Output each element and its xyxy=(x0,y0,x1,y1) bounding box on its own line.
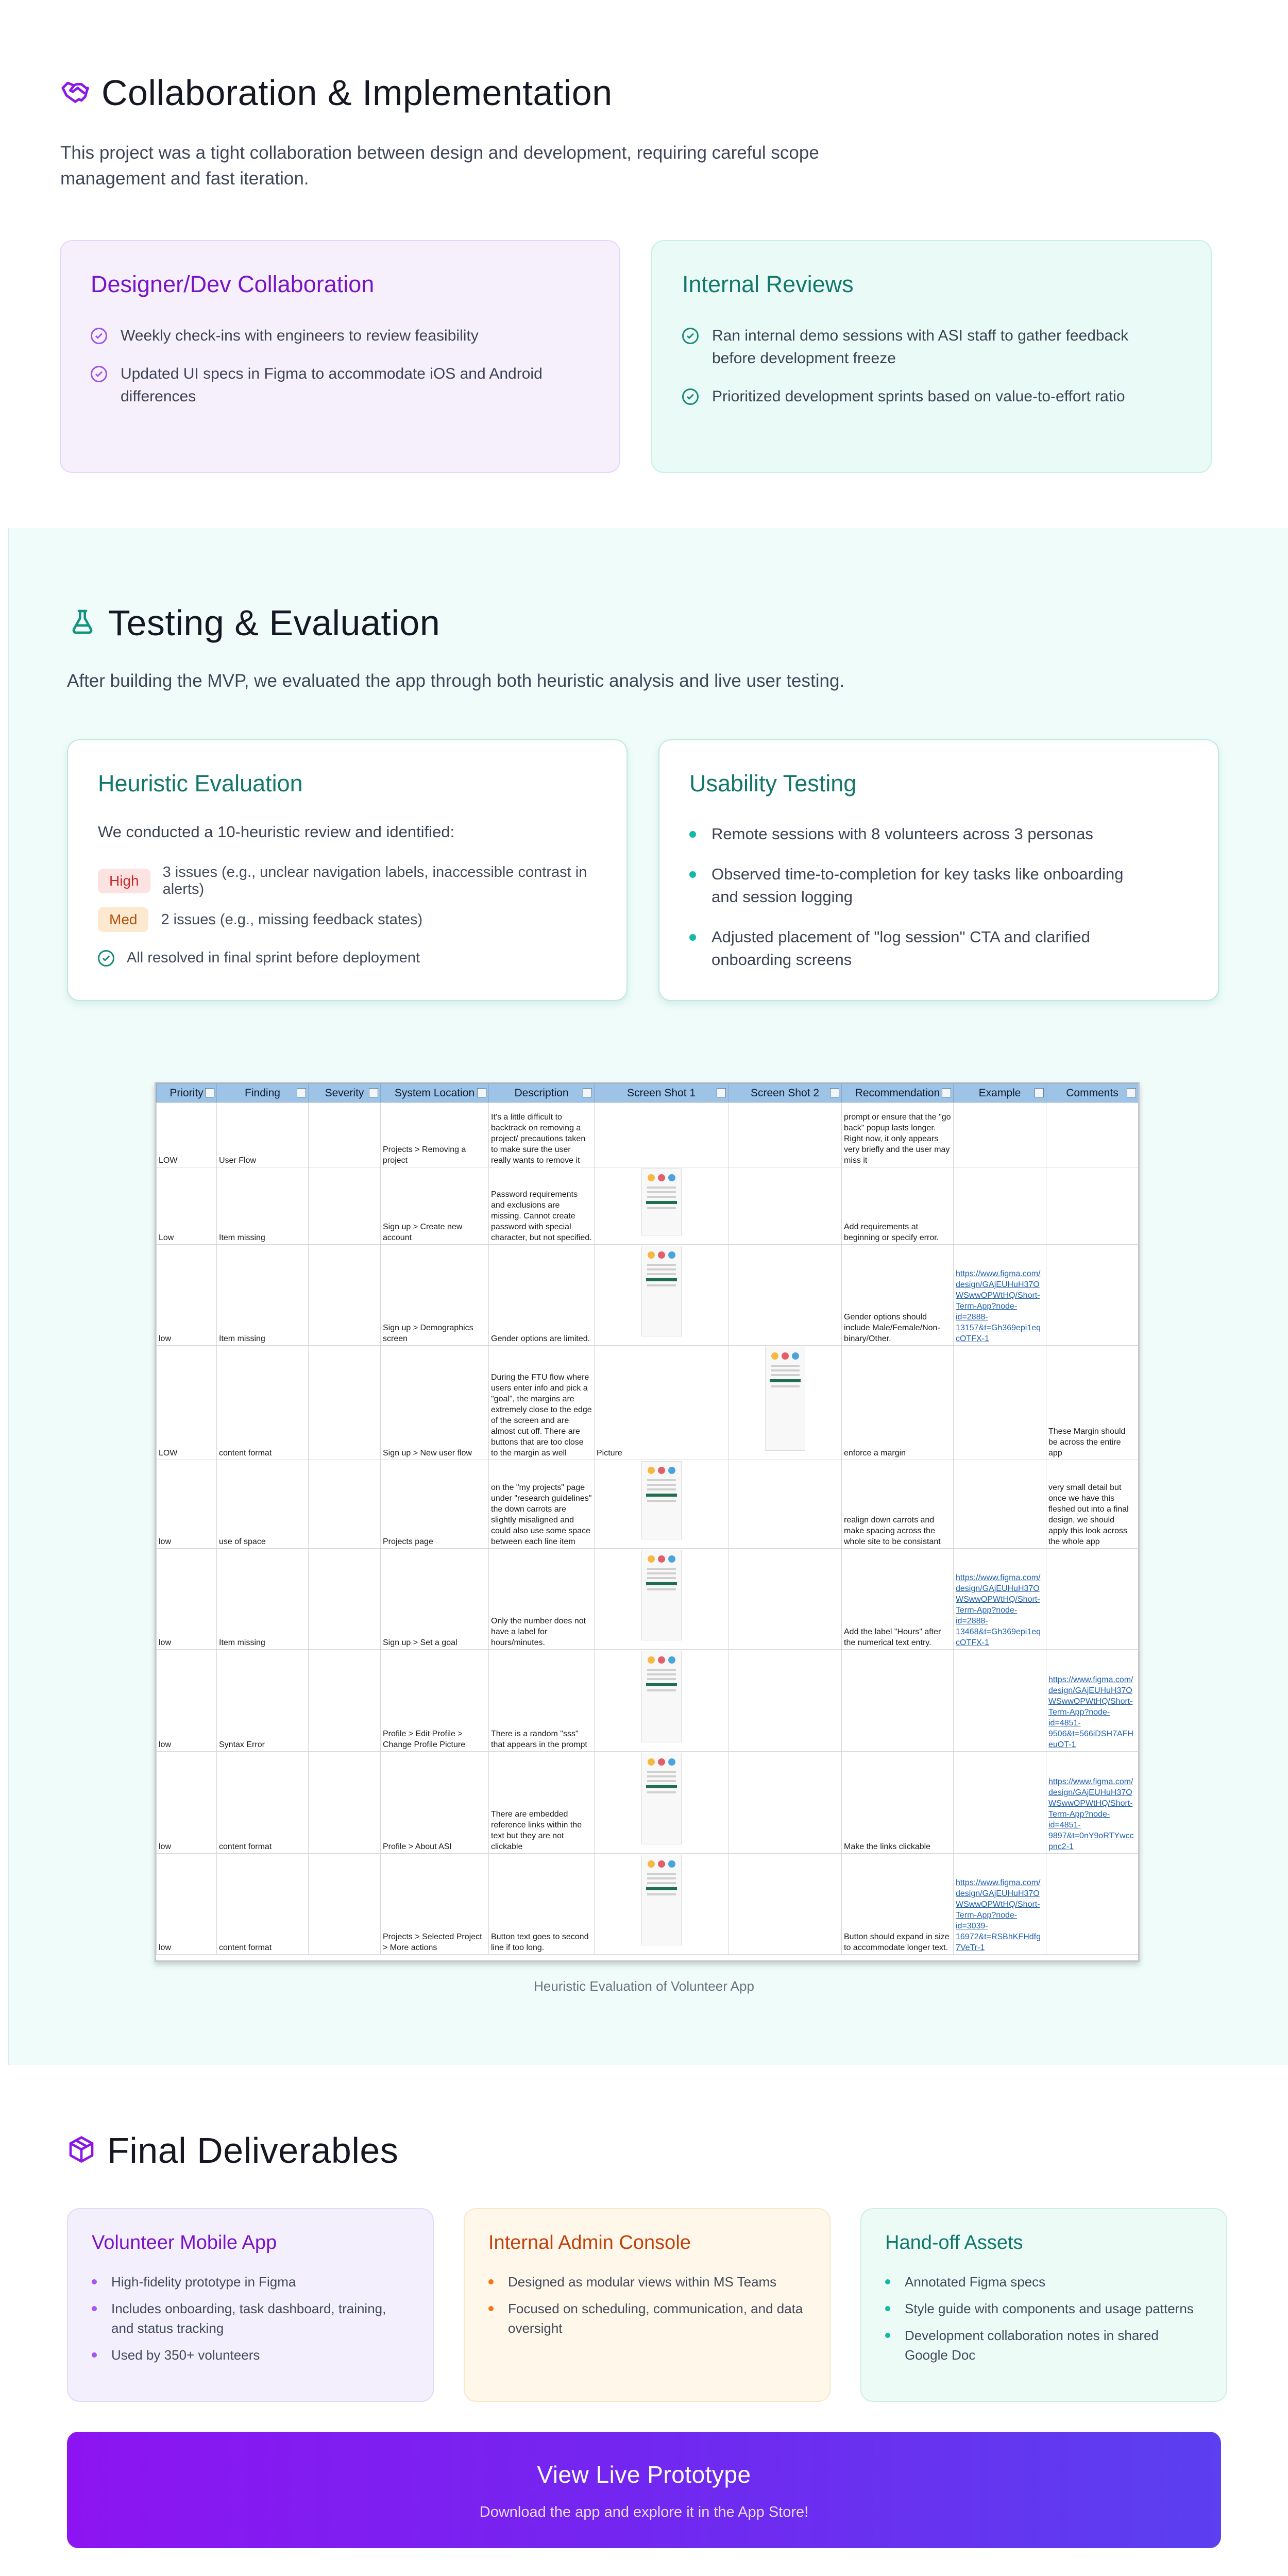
bullet-icon xyxy=(885,2279,890,2284)
table-cell: Profile > Edit Profile > Change Profile Picture xyxy=(381,1650,489,1752)
cta-subtitle: Download the app and explore it in the App Store! xyxy=(479,2504,809,2520)
table-cell xyxy=(595,1103,728,1167)
table-cell: Item missing xyxy=(217,1167,309,1245)
table-cell: It's a little difficult to backtrack on removing a project/ precautions taken to make sure the user really wants to remove it xyxy=(489,1103,595,1167)
table-cell[interactable]: https://www.figma.com/design/GAjEUHuH37OWSwwOPWtHQ/Short-Term-App?node-id=4851-9506&t=566iDSH7AFHeuOT-1 xyxy=(1046,1650,1139,1752)
check-circle-icon xyxy=(682,388,699,405)
table-cell: content format xyxy=(217,1752,309,1854)
table-cell: content format xyxy=(217,1854,309,1955)
table-cell xyxy=(309,1346,381,1460)
bullet-icon xyxy=(885,2333,890,2338)
admin-console-list xyxy=(488,2272,808,2345)
resolved-note: All resolved in final sprint before deployment xyxy=(98,950,420,967)
table-cell: low xyxy=(157,1752,217,1854)
screenshot-thumbnail xyxy=(641,1651,682,1742)
table-cell: realign down carrots and make spacing across the whole site to be consistant xyxy=(842,1460,954,1549)
table-row xyxy=(157,1103,1139,1167)
table-cell: low xyxy=(157,1245,217,1346)
table-cell xyxy=(728,1650,842,1752)
usability-list xyxy=(689,823,1143,989)
filter-button[interactable] xyxy=(1035,1088,1044,1097)
table-cell xyxy=(309,1752,381,1854)
table-cell: Low xyxy=(157,1167,217,1245)
check-circle-icon xyxy=(682,328,699,344)
table-cell xyxy=(954,1460,1046,1549)
list-item: Annotated Figma specs xyxy=(885,2272,1205,2292)
view-prototype-button[interactable] xyxy=(67,2432,1221,2548)
list-item: Includes onboarding, task dashboard, training, and status tracking xyxy=(92,2299,401,2338)
table-cell xyxy=(954,1167,1046,1245)
bullet-icon xyxy=(689,871,696,878)
table-row xyxy=(157,1752,1139,1854)
table-cell xyxy=(595,1549,728,1650)
testing-title: Testing & Evaluation xyxy=(108,603,440,643)
collaboration-title: Collaboration & Implementation xyxy=(101,73,613,113)
table-cell xyxy=(954,1752,1046,1854)
spreadsheet-caption: Heuristic Evaluation of Volunteer App xyxy=(534,1978,754,1994)
filter-button[interactable] xyxy=(583,1088,592,1097)
table-cell: prompt or ensure that the "go back" popup lasts longer. Right now, it only appears very briefly and the user may miss it xyxy=(842,1103,954,1167)
check-circle-icon xyxy=(91,328,107,344)
table-cell: low xyxy=(157,1650,217,1752)
table-cell: low xyxy=(157,1854,217,1955)
table-cell: enforce a margin xyxy=(842,1346,954,1460)
list-item: Used by 350+ volunteers xyxy=(92,2345,401,2365)
column-header[interactable]: Screen Shot 1 xyxy=(595,1084,728,1103)
table-cell: Sign up > Set a goal xyxy=(381,1549,489,1650)
deliverables-header xyxy=(67,2130,398,2171)
table-cell xyxy=(309,1103,381,1167)
list-item: Observed time-to-completion for key tasks like onboarding and session logging xyxy=(689,863,1143,908)
volunteer-app-list xyxy=(92,2272,401,2372)
bullet-icon xyxy=(488,2306,494,2311)
usability-title: Usability Testing xyxy=(689,770,857,796)
table-row xyxy=(157,1854,1139,1955)
table-cell xyxy=(309,1854,381,1955)
bullet-icon xyxy=(92,2306,97,2311)
table-cell xyxy=(728,1752,842,1854)
table-row xyxy=(157,1245,1139,1346)
table-cell xyxy=(309,1650,381,1752)
table-cell xyxy=(309,1549,381,1650)
table-cell: Button text goes to second line if too long. xyxy=(489,1854,595,1955)
handoff-assets-list xyxy=(885,2272,1205,2372)
table-cell: low xyxy=(157,1549,217,1650)
filter-button[interactable] xyxy=(369,1088,378,1097)
bullet-icon xyxy=(689,934,696,941)
high-badge: High xyxy=(98,869,150,893)
table-cell: on the "my projects" page under "research guidelines" the down carrots are slightly misaligned and could also use some space between each line item xyxy=(489,1460,595,1549)
collaboration-lead: This project was a tight collaboration between design and development, requiring careful scope management and fast iteration. xyxy=(60,143,819,189)
list-item: Development collaboration notes in shared Google Doc xyxy=(885,2326,1205,2365)
handshake-icon xyxy=(60,77,90,109)
column-header[interactable]: Screen Shot 2 xyxy=(728,1084,842,1103)
screenshot-thumbnail xyxy=(641,1855,682,1945)
list-item: Weekly check-ins with engineers to review feasibility xyxy=(91,325,544,347)
table-cell: LOW xyxy=(157,1346,217,1460)
table-cell: Password requirements and exclusions are missing. Cannot create password with special character, but not specified. xyxy=(489,1167,595,1245)
filter-button[interactable] xyxy=(477,1088,486,1097)
admin-console-title: Internal Admin Console xyxy=(488,2232,691,2253)
cube-icon xyxy=(67,2134,96,2167)
column-header[interactable]: Priority xyxy=(157,1084,217,1103)
table-cell[interactable]: https://www.figma.com/design/GAjEUHuH37OWSwwOPWtHQ/Short-Term-App?node-id=2888-13468&t=Gh369epi1eqcOTFX-1 xyxy=(954,1549,1046,1650)
filter-button[interactable] xyxy=(1127,1088,1136,1097)
screenshot-thumbnail xyxy=(641,1461,682,1539)
bullet-icon xyxy=(885,2306,890,2311)
screenshot-thumbnail xyxy=(641,1753,682,1844)
list-item: Updated UI specs in Figma to accommodate iOS and Android differences xyxy=(91,363,544,408)
internal-reviews-list xyxy=(682,325,1146,423)
bullet-icon xyxy=(92,2279,97,2284)
internal-reviews-card xyxy=(651,240,1212,473)
list-item: Focused on scheduling, communication, and data oversight xyxy=(488,2299,808,2338)
table-cell xyxy=(728,1103,842,1167)
table-cell: Button should expand in size to accommodate longer text. xyxy=(842,1854,954,1955)
med-badge: Med xyxy=(98,907,148,932)
table-cell xyxy=(954,1346,1046,1460)
table-cell xyxy=(595,1854,728,1955)
table-body xyxy=(157,1103,1139,1955)
table-header-row xyxy=(157,1084,1139,1103)
collaboration-section xyxy=(0,0,1288,528)
table-cell xyxy=(728,1167,842,1245)
heuristic-table xyxy=(156,1083,1139,1955)
table-cell xyxy=(728,1854,842,1955)
table-cell: Add requirements at beginning or specify error. xyxy=(842,1167,954,1245)
table-cell: Syntax Error xyxy=(217,1650,309,1752)
list-item: Prioritized development sprints based on value-to-effort ratio xyxy=(682,385,1146,408)
table-cell: Profile > About ASI xyxy=(381,1752,489,1854)
list-item: Adjusted placement of "log session" CTA and clarified onboarding screens xyxy=(689,926,1143,971)
table-cell: There is a random "sss" that appears in the prompt xyxy=(489,1650,595,1752)
table-cell xyxy=(309,1167,381,1245)
table-cell: Gender options should include Male/Female/Non-binary/Other. xyxy=(842,1245,954,1346)
screenshot-thumbnail xyxy=(641,1168,682,1235)
table-cell xyxy=(1046,1549,1139,1650)
volunteer-app-card xyxy=(67,2208,434,2402)
table-cell: These Margin should be across the entire app xyxy=(1046,1346,1139,1460)
table-cell: Only the number does not have a label for hours/minutes. xyxy=(489,1549,595,1650)
table-cell: use of space xyxy=(217,1460,309,1549)
table-cell: There are embedded reference links within the text but they are not clickable xyxy=(489,1752,595,1854)
table-row xyxy=(157,1460,1139,1549)
table-cell xyxy=(595,1245,728,1346)
screenshot-thumbnail xyxy=(641,1246,682,1336)
section-divider xyxy=(8,528,9,2065)
collaboration-header xyxy=(60,72,613,113)
column-header[interactable]: Finding xyxy=(217,1084,309,1103)
table-cell xyxy=(1046,1245,1139,1346)
table-cell: Gender options are limited. xyxy=(489,1245,595,1346)
table-row xyxy=(157,1167,1139,1245)
table-cell: very small detail but once we have this fleshed out into a final design, we should apply this look across the whole app xyxy=(1046,1460,1139,1549)
table-cell: content format xyxy=(217,1346,309,1460)
bullet-icon xyxy=(92,2352,97,2358)
list-item: Style guide with components and usage patterns xyxy=(885,2299,1205,2318)
table-cell: Item missing xyxy=(217,1245,309,1346)
table-cell xyxy=(1046,1103,1139,1167)
table-cell xyxy=(954,1650,1046,1752)
bullet-icon xyxy=(689,831,696,838)
table-cell xyxy=(842,1650,954,1752)
column-header[interactable]: Description xyxy=(489,1084,595,1103)
check-circle-icon xyxy=(91,366,107,382)
table-cell: Projects > Removing a project xyxy=(381,1103,489,1167)
table-cell xyxy=(595,1460,728,1549)
column-header[interactable]: Example xyxy=(954,1084,1046,1103)
deliverables-title: Final Deliverables xyxy=(107,2130,399,2171)
table-cell xyxy=(728,1460,842,1549)
table-row xyxy=(157,1346,1139,1460)
heuristic-intro: We conducted a 10-heuristic review and identified: xyxy=(98,823,455,841)
internal-reviews-title: Internal Reviews xyxy=(682,271,854,297)
filter-button[interactable] xyxy=(942,1088,951,1097)
table-cell: Projects > Selected Project > More actions xyxy=(381,1854,489,1955)
column-header[interactable]: Comments xyxy=(1046,1084,1139,1103)
filter-button[interactable] xyxy=(830,1088,839,1097)
table-cell: Make the links clickable xyxy=(842,1752,954,1854)
table-cell: During the FTU flow where users enter info and pick a "goal", the margins are extremely close to the edge of the screen and are almost cut off. There are buttons that are too close to the margin as well xyxy=(489,1346,595,1460)
table-cell: User Flow xyxy=(217,1103,309,1167)
table-cell xyxy=(954,1103,1046,1167)
table-cell: low xyxy=(157,1460,217,1549)
designer-dev-title: Designer/Dev Collaboration xyxy=(91,271,375,297)
admin-console-card xyxy=(464,2208,831,2402)
filter-button[interactable] xyxy=(297,1088,306,1097)
column-header[interactable]: System Location xyxy=(381,1084,489,1103)
list-item: Designed as modular views within MS Teams xyxy=(488,2272,808,2292)
table-cell xyxy=(595,1167,728,1245)
table-row xyxy=(157,1650,1139,1752)
table-cell: Sign up > Demographics screen xyxy=(381,1245,489,1346)
heuristic-card xyxy=(67,739,628,1001)
issue-high: High 3 issues (e.g., unclear navigation labels, inaccessible contrast in alerts) xyxy=(98,864,626,898)
issue-med: Med 2 issues (e.g., missing feedback states) xyxy=(98,907,422,932)
designer-dev-card xyxy=(60,240,620,473)
check-circle-icon xyxy=(98,950,114,967)
table-row xyxy=(157,1549,1139,1650)
table-cell xyxy=(309,1460,381,1549)
table-cell[interactable]: https://www.figma.com/design/GAjEUHuH37OWSwwOPWtHQ/Short-Term-App?node-id=4851-9897&t=0nY9oRTYwccpnc2-1 xyxy=(1046,1752,1139,1854)
list-item: Ran internal demo sessions with ASI staff to gather feedback before development freeze xyxy=(682,325,1146,370)
filter-button[interactable] xyxy=(717,1088,726,1097)
table-cell xyxy=(1046,1854,1139,1955)
filter-button[interactable] xyxy=(205,1088,214,1097)
handoff-assets-title: Hand-off Assets xyxy=(885,2232,1023,2253)
table-cell xyxy=(728,1346,842,1460)
table-cell xyxy=(309,1245,381,1346)
volunteer-app-title: Volunteer Mobile App xyxy=(92,2232,277,2253)
table-cell: LOW xyxy=(157,1103,217,1167)
usability-card xyxy=(658,739,1219,1001)
table-cell: Sign up > Create new account xyxy=(381,1167,489,1245)
column-header[interactable]: Severity xyxy=(309,1084,381,1103)
cta-title: View Live Prototype xyxy=(537,2461,751,2488)
table-cell: Projects page xyxy=(381,1460,489,1549)
bullet-icon xyxy=(488,2279,494,2284)
table-cell xyxy=(1046,1167,1139,1245)
testing-lead: After building the MVP, we evaluated the app through both heuristic analysis and live user testing. xyxy=(67,671,845,691)
heuristic-title: Heuristic Evaluation xyxy=(98,770,303,796)
table-cell xyxy=(595,1752,728,1854)
heuristic-spreadsheet xyxy=(155,1082,1140,1962)
screenshot-thumbnail xyxy=(765,1347,805,1451)
testing-header xyxy=(68,602,440,643)
table-cell: Picture xyxy=(595,1346,728,1460)
table-cell xyxy=(728,1245,842,1346)
list-item: High-fidelity prototype in Figma xyxy=(92,2272,401,2292)
table-cell xyxy=(595,1650,728,1752)
flask-icon xyxy=(68,607,97,639)
list-item: Remote sessions with 8 volunteers across 3 personas xyxy=(689,823,1143,845)
designer-dev-list xyxy=(91,325,544,423)
handoff-assets-card xyxy=(860,2208,1227,2402)
screenshot-thumbnail xyxy=(641,1550,682,1640)
table-cell[interactable]: https://www.figma.com/design/GAjEUHuH37OWSwwOPWtHQ/Short-Term-App?node-id=3039-16972&t=RSBhKFHdfg7VeTr-1 xyxy=(954,1854,1046,1955)
table-cell xyxy=(728,1549,842,1650)
table-cell[interactable]: https://www.figma.com/design/GAjEUHuH37OWSwwOPWtHQ/Short-Term-App?node-id=2888-13157&t=Gh369epi1eqcOTFX-1 xyxy=(954,1245,1046,1346)
table-cell: Item missing xyxy=(217,1549,309,1650)
table-cell: Sign up > New user flow xyxy=(381,1346,489,1460)
table-cell: Add the label "Hours" after the numerical text entry. xyxy=(842,1549,954,1650)
column-header[interactable]: Recommendation xyxy=(842,1084,954,1103)
